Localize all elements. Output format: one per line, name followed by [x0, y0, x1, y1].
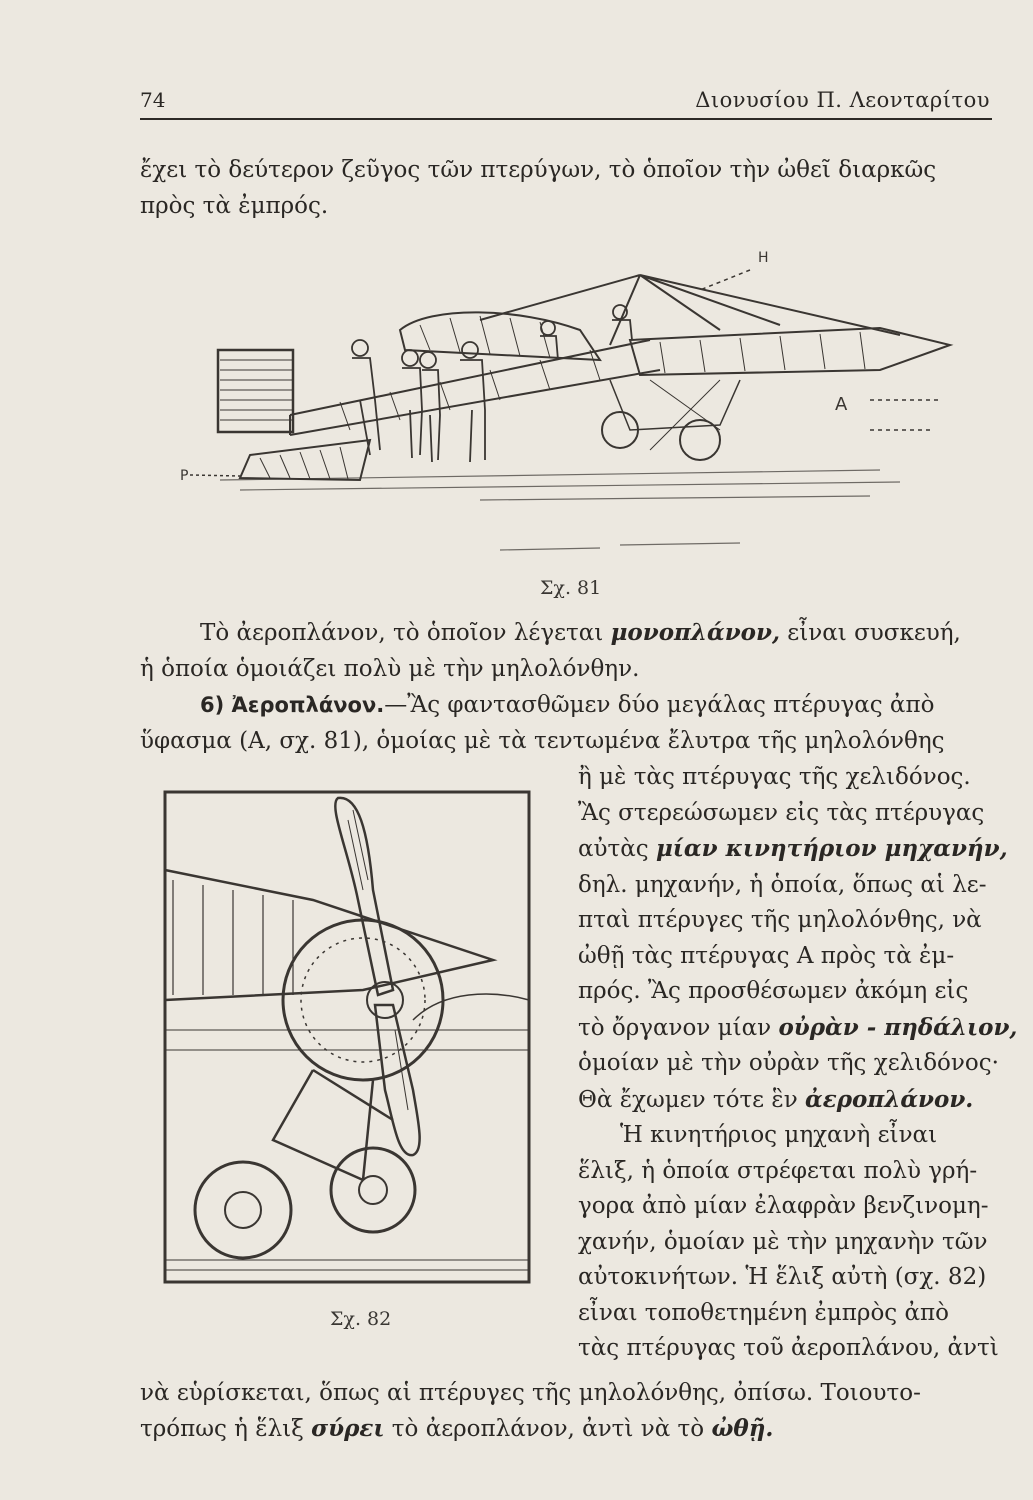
figure-81-monoplane-drawing: [180, 250, 960, 580]
column-line-13: γορα ἀπὸ μίαν ἐλαφρὰν βενζινομη-: [578, 1193, 989, 1219]
monoplane-paragraph: [140, 615, 961, 687]
column-line-7: πρός. Ἂς προσθέσωμεν ἀκόμη εἰς: [578, 978, 969, 1004]
column-line-15: αὐτοκινήτων. Ἡ ἕλιξ αὐτὴ (σχ. 82): [578, 1264, 987, 1290]
section-6-line-2: ὕφασμα (Α, σχ. 81), ὁμοίας μὲ τὰ τεντωμένα ἔλυτρα τῆς μηλολόνθης: [140, 728, 945, 754]
running-head: Διονυσίου Π. Λεονταρίτου: [695, 88, 990, 112]
column-line-17: τὰς πτέρυγας τοῦ ἀεροπλάνου, ἀντὶ: [578, 1335, 999, 1361]
monoplane-line-1: [140, 615, 961, 651]
pushes-term: ὠθῇ.: [711, 1415, 774, 1442]
monoplane-line-2: ἡ ὁποία ὁμοιάζει πολὺ μὲ τὴν μηλολόνθην.: [140, 656, 640, 682]
column-line-10: [578, 1082, 1017, 1119]
section-6-line-1: [140, 687, 945, 723]
figure-81-label-p: P: [180, 468, 189, 484]
column-line-16: εἶναι τοποθετημένη ἐμπρὸς ἀπὸ: [578, 1299, 949, 1326]
column-line-1: ἢ μὲ τὰς πτέρυγας τῆς χελιδόνος.: [578, 764, 971, 790]
tail-rudder-term: οὐρὰν - πηδάλιον,: [778, 1013, 1018, 1041]
closing-line-2: [140, 1411, 921, 1447]
figure-82-caption: Σχ. 82: [330, 1308, 392, 1330]
page-header: [140, 88, 990, 118]
monoplane-text-a: Τὸ ἀεροπλάνον, τὸ ὁποῖον λέγεται: [200, 620, 611, 646]
figure-82-propeller-drawing: [163, 790, 533, 1290]
section-6-paragraph: [140, 687, 945, 759]
intro-paragraph: [140, 152, 936, 224]
column-line-8-text: τὸ ὄργανον μίαν: [578, 1014, 779, 1041]
column-line-12: ἕλιξ, ἡ ὁποία στρέφεται πολὺ γρή-: [578, 1157, 978, 1184]
intro-line-1: ἔχει τὸ δεύτερον ζεῦγος τῶν πτερύγων, τὸ ὁποῖον τὴν ὠθεῖ διαρκῶς: [140, 157, 937, 183]
figure-81-label-a: A: [835, 394, 848, 415]
column-line-6: ὠθῇ τὰς πτέρυγας Α πρὸς τὰ ἐμ-: [578, 942, 955, 969]
closing-text-b: τὸ ἀεροπλάνον, ἀντὶ νὰ τὸ: [384, 1416, 712, 1442]
column-line-14: χανήν, ὁμοίαν μὲ τὴν μηχανὴν τῶν: [578, 1228, 988, 1255]
intro-line-2: πρὸς τὰ ἐμπρός.: [140, 193, 329, 219]
column-line-5: πταὶ πτέρυγες τῆς μηλολόνθης, νὰ: [578, 907, 982, 933]
monoplane-term: μονοπλάνον,: [610, 619, 780, 646]
column-line-3: [578, 831, 1017, 868]
column-line-2: Ἂς στερεώσωμεν εἰς τὰς πτέρυγας: [578, 799, 985, 826]
column-line-9: ὁμοίαν μὲ τὴν οὐρὰν τῆς χελιδόνος·: [578, 1050, 999, 1076]
closing-text-a: τρόπως ἡ ἕλιξ: [140, 1416, 312, 1442]
closing-paragraph: [140, 1375, 921, 1447]
section-6-heading: 6) Ἀεροπλάνον.: [200, 693, 385, 717]
monoplane-text-b: εἶναι συσκευή,: [779, 620, 961, 646]
column-line-3-text: αὐτὰς: [578, 836, 656, 862]
column-line-4: δηλ. μηχανήν, ἡ ὁποία, ὅπως αἱ λε-: [578, 871, 987, 898]
column-line-8: [578, 1010, 1017, 1047]
pulls-term: σύρει: [311, 1415, 385, 1442]
airplane-term: ἀεροπλάνον.: [805, 1085, 974, 1113]
figure-81-caption: Σχ. 81: [540, 577, 602, 599]
column-line-11: Ἡ κινητήριος μηχανὴ εἶναι: [620, 1122, 938, 1148]
page-number: 74: [140, 88, 166, 112]
right-column-text: [578, 760, 1017, 1367]
section-6-text: —Ἂς φαντασθῶμεν δύο μεγάλας πτέρυγας ἀπὸ: [384, 692, 935, 718]
column-line-10-text: Θὰ ἔχωμεν τότε ἓν: [578, 1086, 806, 1113]
header-rule: [140, 118, 992, 120]
engine-term: μίαν κινητήριον μηχανήν,: [655, 835, 1008, 862]
closing-line-1: νὰ εὑρίσκεται, ὅπως αἱ πτέρυγες τῆς μηλολόνθης, ὀπίσω. Τοιουτο-: [140, 1380, 921, 1406]
figure-81-label-h: H: [758, 250, 769, 266]
